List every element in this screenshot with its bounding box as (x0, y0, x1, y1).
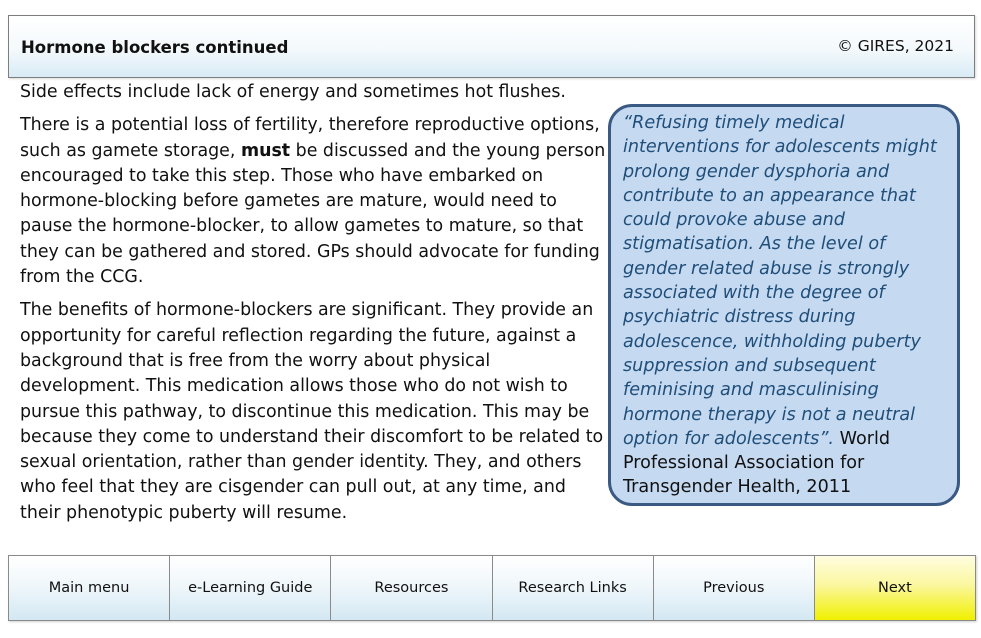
emphasis-must: must (240, 140, 291, 161)
previous-button[interactable]: Previous (653, 555, 815, 621)
header-bar (8, 15, 975, 78)
quote-callout (608, 104, 960, 506)
page-title: Hormone blockers continued (21, 38, 289, 57)
navigation-bar (8, 555, 976, 621)
paragraph-fertility (20, 113, 610, 290)
next-button[interactable]: Next (814, 555, 976, 621)
quote-source: World Professional Association for Transgender Health, 2011 (623, 428, 891, 498)
resources-button[interactable]: Resources (330, 555, 492, 621)
main-content (20, 80, 610, 534)
main-menu-button[interactable]: Main menu (8, 555, 170, 621)
fertility-text-end: be discussed and the young person encouraged to take this step. Those who have embarked on hormone-blocking before gametes are mature, would need to pause the hormone-blocker, to allow gametes to mature, so that they can be gathered and stored. GPs should advocate for funding from the CCG. (20, 140, 606, 288)
elearning-guide-button[interactable]: e-Learning Guide (169, 555, 331, 621)
research-links-button[interactable]: Research Links (492, 555, 654, 621)
paragraph-benefits: The benefits of hormone-blockers are significant. They provide an opportunity for careful reflection regarding the future, against a background that is free from the worry about physical development. This medication allows those who do not wish to pursue this pathway, to discontinue this medication. This may be because they come to understand their discomfort to be related to sexual orientation, rather than gender identity. They, and others who feel that they are cisgender can pull out, at any time, and their phenotypic puberty will resume. (20, 300, 604, 523)
paragraph-side-effects: Side effects include lack of energy and sometimes hot flushes. (20, 82, 566, 102)
fertility-text-start: There is a potential loss of fertility, therefore reproductive options, such as gamete storage, (20, 115, 600, 161)
quote-text: “Refusing timely medical interventions for adolescents might prolong gender dysphoria and contribute to an appearance that could provoke abuse and stigmatisation. As the level of gender related abuse is strongly associated with the degree of psychiatric distress during adolescence, withholding puberty suppression and subsequent feminising and masculinising hormone therapy is not a neutral option for adolescents”. (623, 113, 937, 449)
copyright-notice: © GIRES, 2021 (837, 37, 954, 55)
